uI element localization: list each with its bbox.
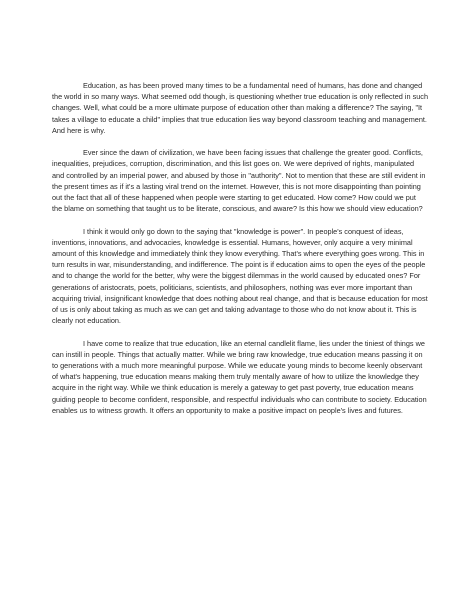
paragraph-2: Ever since the dawn of civilization, we have been facing issues that challenge the greater good. Conflicts, inequalities, prejudices, corruption, discrimination, and this list goes on. We were deprived of rights, manipulated and controlled by an imperial power, and abused by those in "authority". Not to mention that these are still evident in the present times as if it's a lasting viral trend on the internet. However, this is not more disappointing than pointing out the fact that all of these happened when people were starting to get educated. How come? How could we put the blame on something that taught us to be literate, conscious, and aware? Is this how we should view education? — [52, 148, 426, 214]
paragraph-1: Education, as has been proved many times to be a fundamental need of humans, has done and changed the world in so many ways. What seemed odd though, is questioning whether true education is only reflected in such changes. Well, what could be a more ultimate purpose of education other than making a difference? The saying, "It takes a village to educate a child" implies that true education lies way beyond classroom teaching and management. And here is why. — [52, 81, 428, 135]
paragraph-3: I think it would only go down to the saying that "knowledge is power". In people's conquest of ideas, inventions, innovations, and advocacies, knowledge is essential. Humans, however, only acquire a very minimal amount of this knowledge and immediately think they know everything. That's where everything goes wrong. This in turn results in war, misunderstanding, and indifference. The point is if education aims to open the eyes of the people and to change the world for the better, why were the biggest dilemmas in the world caused by educated ones? For generations of aristocrats, poets, politicians, scientists, and philosophers, nothing was ever more important than acquiring trivial, insignificant knowledge that does nothing about real change, and that is because education for most of us is only about taking as much as we can get and taking advantage to those who do not know about it. This is clearly not education. — [52, 226, 428, 326]
document-body — [52, 80, 428, 427]
paragraph-4: I have come to realize that true education, like an eternal candlelit flame, lies under the tiniest of things we can instill in people. Things that actually matter. While we bring raw knowledge, true education means passing it on to generations with a much more meaningful purpose. While we educate young minds to become keenly observant of what's happening, true education means making them truly mentally aware of how to utilize the knowledge they acquire in the right way. While we think education is merely a gateway to get past poverty, true education means guiding people to become confident, responsible, and respectful individuals who can contribute to society. Education enables us to witness growth. It offers an opportunity to make a positive impact on people's lives and futures. — [52, 338, 427, 415]
